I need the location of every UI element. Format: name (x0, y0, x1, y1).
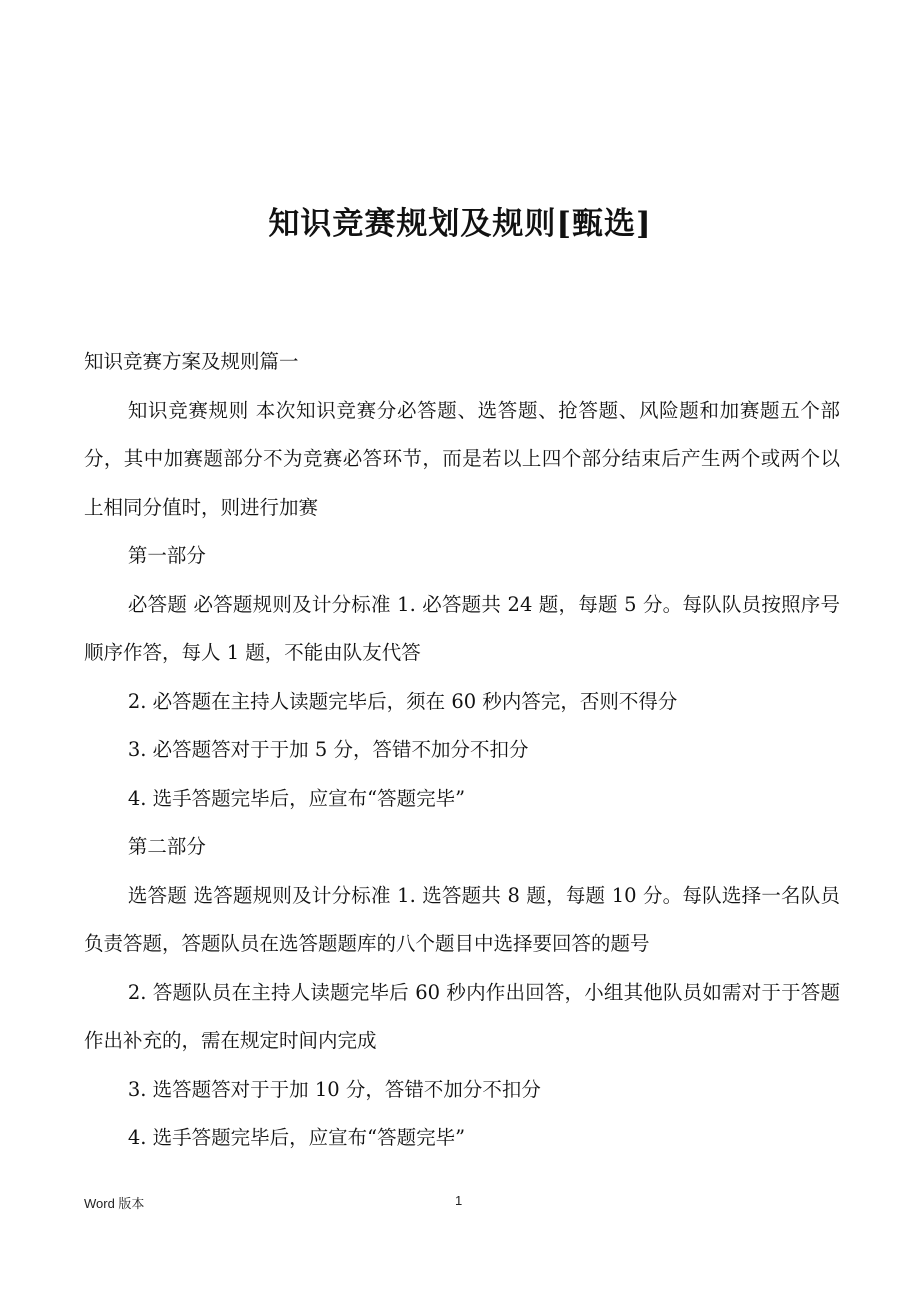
part-two-heading: 第二部分 (127, 835, 206, 858)
part-one-heading: 第一部分 (127, 544, 206, 567)
document-title: 知识竞赛规划及规则[甄选] (268, 206, 652, 242)
paragraph-optional-rules: 选答题 选答题规则及计分标准 1. 选答题共 8 题，每题 10 分。每队选择一名队员负责答题，答题队员在选答题题库的八个题目中选择要回答的题号 (84, 883, 840, 955)
section-heading: 知识竞赛方案及规则篇一 (84, 350, 299, 373)
paragraph-required-rules: 必答题 必答题规则及计分标准 1. 必答题共 24 题，每题 5 分。每队队员按照序号顺序作答，每人 1 题，不能由队友代答 (84, 592, 840, 664)
paragraph-required-rule-3: 3. 必答题答对于于加 5 分，答错不加分不扣分 (127, 738, 529, 761)
paragraph-required-rule-4: 4. 选手答题完毕后，应宣布“答题完毕” (127, 786, 466, 810)
document-body (84, 338, 840, 1163)
footer-page-number: 1 (455, 1193, 463, 1208)
paragraph-optional-rule-2: 2. 答题队员在主持人读题完毕后 60 秒内作出回答，小组其他队员如需对于于答题作出补充的，需在规定时间内完成 (84, 980, 840, 1052)
paragraph-required-rule-2: 2. 必答题在主持人读题完毕后，须在 60 秒内答完，否则不得分 (127, 689, 678, 713)
paragraph-optional-rule-4: 4. 选手答题完毕后，应宣布“答题完毕” (127, 1126, 466, 1149)
paragraph-optional-rule-3: 3. 选答题答对于于加 10 分，答错不加分不扣分 (127, 1077, 541, 1101)
paragraph-intro: 知识竞赛规则 本次知识竞赛分必答题、选答题、抢答题、风险题和加赛题五个部分，其中加赛题部分不为竞赛必答环节，而是若以上四个部分结束后产生两个或两个以上相同分值时，则进行加赛 (84, 398, 840, 519)
footer-label: Word 版本 (84, 1196, 145, 1211)
